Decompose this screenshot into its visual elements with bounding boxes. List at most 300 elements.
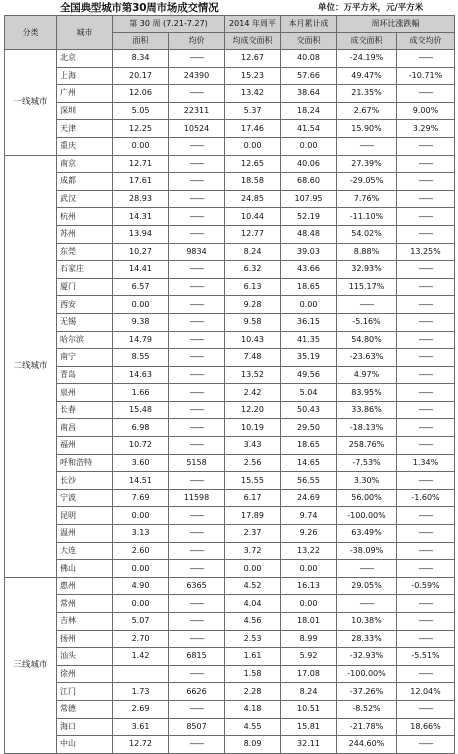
header-avg-2014-bottom: 均成交面积 [225,33,281,50]
table-row [5,683,455,701]
avg-price-cell: —— [169,50,225,68]
area-cell: 5.05 [113,102,169,120]
change-price-cell: —— [397,736,455,754]
avg-2014-cell: 12.67 [225,50,281,68]
city-cell: 南昌 [57,419,113,437]
city-cell: 吉林 [57,613,113,631]
city-cell: 广州 [57,85,113,103]
area-cell: 4.90 [113,577,169,595]
month-total-cell: 107.95 [281,190,337,208]
change-price-cell: 9.00% [397,102,455,120]
change-price-cell: —— [397,137,455,155]
month-total-cell: 18.65 [281,437,337,455]
change-area-cell: -37.26% [337,683,397,701]
avg-2014-cell: 0.00 [225,560,281,578]
avg-price-cell: —— [169,261,225,279]
avg-price-cell: 9834 [169,243,225,261]
area-cell: 12.06 [113,85,169,103]
month-total-cell: 10.51 [281,700,337,718]
avg-2014-cell: 7.48 [225,349,281,367]
avg-2014-cell: 6.32 [225,261,281,279]
change-area-cell: -29.05% [337,173,397,191]
area-cell: 10.27 [113,243,169,261]
city-cell: 泉州 [57,384,113,402]
change-area-cell: -8.52% [337,700,397,718]
area-cell: 0.00 [113,137,169,155]
change-area-cell: 10.38% [337,613,397,631]
change-price-cell: —— [397,331,455,349]
avg-2014-cell: 15.55 [225,472,281,490]
change-price-cell: —— [397,225,455,243]
city-transactions-table [4,15,455,754]
table-row [5,173,455,191]
city-cell: 上海 [57,67,113,85]
change-area-cell: 54.80% [337,331,397,349]
change-price-cell: —— [397,313,455,331]
change-area-cell: —— [337,137,397,155]
table-row [5,525,455,543]
area-cell: 9.38 [113,313,169,331]
area-cell: 1.73 [113,683,169,701]
city-cell: 重庆 [57,137,113,155]
city-cell: 中山 [57,736,113,754]
avg-2014-cell: 4.18 [225,700,281,718]
avg-price-cell: —— [169,137,225,155]
table-row [5,630,455,648]
avg-2014-cell: 2.42 [225,384,281,402]
city-cell: 南宁 [57,349,113,367]
city-cell: 海口 [57,718,113,736]
table-row [5,137,455,155]
change-area-cell: —— [337,595,397,613]
month-total-cell: 36.15 [281,313,337,331]
table-row [5,384,455,402]
table-row [5,296,455,314]
city-cell: 哈尔滨 [57,331,113,349]
area-cell: 3.60 [113,454,169,472]
table-row [5,102,455,120]
avg-price-cell: 10524 [169,120,225,138]
change-price-cell: —— [397,665,455,683]
header-change-price: 成交均价 [397,33,455,50]
city-cell: 长沙 [57,472,113,490]
avg-2014-cell: 0.00 [225,137,281,155]
area-cell: 0.00 [113,595,169,613]
city-cell: 长春 [57,401,113,419]
change-area-cell: 32.93% [337,261,397,279]
area-cell: 0.00 [113,296,169,314]
change-price-cell: —— [397,190,455,208]
area-cell: 12.72 [113,736,169,754]
month-total-cell: 16.13 [281,577,337,595]
avg-2014-cell: 18.58 [225,173,281,191]
header-week-group: 第 30 周 (7.21-7.27) [113,16,225,33]
table-row [5,577,455,595]
change-price-cell: —— [397,437,455,455]
avg-price-cell: —— [169,700,225,718]
change-price-cell: —— [397,613,455,631]
header-area: 面积 [113,33,169,50]
change-price-cell: -5.51% [397,648,455,666]
area-cell: 1.42 [113,648,169,666]
header-avg-price: 均价 [169,33,225,50]
title-row [0,0,458,14]
table-row [5,472,455,490]
city-cell: 温州 [57,525,113,543]
month-total-cell: 57.66 [281,67,337,85]
area-cell: 28.93 [113,190,169,208]
avg-price-cell: —— [169,173,225,191]
city-cell: 佛山 [57,560,113,578]
change-area-cell: -18.13% [337,419,397,437]
avg-2014-cell: 1.61 [225,648,281,666]
area-cell: 2.60 [113,542,169,560]
avg-2014-cell: 12.65 [225,155,281,173]
avg-2014-cell: 8.09 [225,736,281,754]
header-change-area: 成交面积 [337,33,397,50]
table-row [5,718,455,736]
avg-price-cell: 11598 [169,489,225,507]
table-row [5,419,455,437]
change-price-cell: —— [397,296,455,314]
avg-price-cell: 22311 [169,102,225,120]
change-price-cell: —— [397,261,455,279]
change-area-cell: 3.30% [337,472,397,490]
city-cell: 汕头 [57,648,113,666]
change-price-cell: —— [397,401,455,419]
area-cell: 8.55 [113,349,169,367]
change-price-cell: —— [397,349,455,367]
avg-price-cell: —— [169,419,225,437]
avg-price-cell: —— [169,384,225,402]
change-area-cell: 33.86% [337,401,397,419]
area-cell: 14.41 [113,261,169,279]
table-row [5,542,455,560]
area-cell: 2.70 [113,630,169,648]
change-area-cell: -5.16% [337,313,397,331]
month-total-cell: 68.60 [281,173,337,191]
avg-2014-cell: 4.04 [225,595,281,613]
area-cell: 14.63 [113,366,169,384]
change-area-cell: -21.78% [337,718,397,736]
avg-2014-cell: 12.20 [225,401,281,419]
change-area-cell: —— [337,560,397,578]
month-total-cell: 14.65 [281,454,337,472]
change-area-cell: -100.00% [337,665,397,683]
avg-2014-cell: 13.52 [225,366,281,384]
unit-note: 单位：万平方米，元/平方米 [318,3,424,13]
table-row [5,489,455,507]
change-price-cell: —— [397,525,455,543]
avg-price-cell: —— [169,665,225,683]
city-cell: 东莞 [57,243,113,261]
city-cell: 深圳 [57,102,113,120]
area-cell: 12.25 [113,120,169,138]
avg-2014-cell: 17.89 [225,507,281,525]
avg-price-cell: —— [169,437,225,455]
area-cell: 8.34 [113,50,169,68]
month-total-cell: 8.24 [281,683,337,701]
avg-price-cell: 8507 [169,718,225,736]
avg-2014-cell: 9.58 [225,313,281,331]
area-cell: 15.48 [113,401,169,419]
table-row [5,243,455,261]
change-area-cell: 4.97% [337,366,397,384]
avg-price-cell: —— [169,331,225,349]
table-row [5,700,455,718]
avg-price-cell: —— [169,190,225,208]
month-total-cell: 49.56 [281,366,337,384]
category-cell: 三线城市 [5,577,57,753]
city-cell: 南京 [57,155,113,173]
month-total-cell: 24.69 [281,489,337,507]
change-price-cell: —— [397,507,455,525]
change-price-cell: —— [397,630,455,648]
table-row [5,366,455,384]
change-price-cell: 13.25% [397,243,455,261]
city-cell: 石家庄 [57,261,113,279]
change-area-cell: 8.88% [337,243,397,261]
table-row [5,665,455,683]
area-cell: 7.69 [113,489,169,507]
change-price-cell: -1.60% [397,489,455,507]
city-cell: 武汉 [57,190,113,208]
city-cell: 徐州 [57,665,113,683]
change-area-cell: 115.17% [337,278,397,296]
area-cell: 17.61 [113,173,169,191]
avg-2014-cell: 1.58 [225,665,281,683]
avg-price-cell: —— [169,296,225,314]
change-price-cell: —— [397,173,455,191]
change-price-cell: 18.66% [397,718,455,736]
header-avg-2014-top: 2014 年周平 [225,16,281,33]
avg-price-cell: 6626 [169,683,225,701]
month-total-cell: 35.19 [281,349,337,367]
change-price-cell: —— [397,208,455,226]
city-cell: 呼和浩特 [57,454,113,472]
area-cell: 20.17 [113,67,169,85]
city-cell: 天津 [57,120,113,138]
month-total-cell: 5.04 [281,384,337,402]
avg-price-cell: —— [169,507,225,525]
area-cell: 3.61 [113,718,169,736]
avg-2014-cell: 13.42 [225,85,281,103]
avg-price-cell: —— [169,736,225,754]
table-row [5,349,455,367]
avg-price-cell: 6365 [169,577,225,595]
change-area-cell: -32.93% [337,648,397,666]
change-price-cell: —— [397,155,455,173]
change-price-cell: —— [397,366,455,384]
table-row [5,560,455,578]
change-price-cell: —— [397,595,455,613]
avg-2014-cell: 6.13 [225,278,281,296]
table-row [5,208,455,226]
table-row [5,278,455,296]
avg-2014-cell: 12.77 [225,225,281,243]
change-area-cell: 54.02% [337,225,397,243]
area-cell: 3.13 [113,525,169,543]
month-total-cell: 0.00 [281,137,337,155]
city-cell: 厦门 [57,278,113,296]
month-total-cell: 17.08 [281,665,337,683]
month-total-cell: 52.19 [281,208,337,226]
change-price-cell: 12.04% [397,683,455,701]
avg-price-cell: —— [169,349,225,367]
table-row [5,155,455,173]
change-area-cell: -38.09% [337,542,397,560]
city-cell: 昆明 [57,507,113,525]
avg-price-cell: —— [169,366,225,384]
city-cell: 苏州 [57,225,113,243]
avg-2014-cell: 10.44 [225,208,281,226]
header-city: 城市 [57,16,113,50]
avg-2014-cell: 15.23 [225,67,281,85]
city-cell: 无锡 [57,313,113,331]
city-cell: 常德 [57,700,113,718]
city-cell: 常州 [57,595,113,613]
table-row [5,613,455,631]
month-total-cell: 18.24 [281,102,337,120]
avg-price-cell: —— [169,613,225,631]
change-price-cell: —— [397,700,455,718]
month-total-cell: 18.65 [281,278,337,296]
change-price-cell: —— [397,384,455,402]
change-price-cell: -10.71% [397,67,455,85]
area-cell: 6.98 [113,419,169,437]
change-area-cell: 27.39% [337,155,397,173]
avg-price-cell: —— [169,472,225,490]
area-cell: 12.71 [113,155,169,173]
area-cell: 14.31 [113,208,169,226]
table-row [5,507,455,525]
change-price-cell: —— [397,560,455,578]
month-total-cell: 9.26 [281,525,337,543]
area-cell: 2.69 [113,700,169,718]
change-area-cell: 244.60% [337,736,397,754]
area-cell: 14.79 [113,331,169,349]
avg-price-cell: —— [169,542,225,560]
header-month-bottom: 交面积 [281,33,337,50]
change-area-cell: 258.76% [337,437,397,455]
month-total-cell: 18.01 [281,613,337,631]
month-total-cell: 41.54 [281,120,337,138]
header-category: 分类 [5,16,57,50]
change-area-cell: -24.19% [337,50,397,68]
avg-price-cell: —— [169,278,225,296]
change-price-cell: -0.59% [397,577,455,595]
month-total-cell: 48.48 [281,225,337,243]
change-area-cell: -100.00% [337,507,397,525]
city-cell: 西安 [57,296,113,314]
avg-price-cell: —— [169,208,225,226]
table-row [5,50,455,68]
area-cell: 14.51 [113,472,169,490]
table-row [5,437,455,455]
city-cell: 青岛 [57,366,113,384]
month-total-cell: 15.81 [281,718,337,736]
table-row [5,225,455,243]
month-total-cell: 39.03 [281,243,337,261]
change-price-cell: —— [397,50,455,68]
month-total-cell: 0.00 [281,296,337,314]
avg-price-cell: —— [169,525,225,543]
table-row [5,736,455,754]
change-area-cell: —— [337,296,397,314]
change-area-cell: -23.63% [337,349,397,367]
table-row [5,595,455,613]
change-price-cell: 1.34% [397,454,455,472]
avg-2014-cell: 3.72 [225,542,281,560]
change-area-cell: 29.05% [337,577,397,595]
table-row [5,331,455,349]
table-row [5,190,455,208]
avg-2014-cell: 17.46 [225,120,281,138]
change-area-cell: 63.49% [337,525,397,543]
month-total-cell: 29.50 [281,419,337,437]
avg-2014-cell: 2.56 [225,454,281,472]
change-price-cell: —— [397,542,455,560]
change-area-cell: 15.90% [337,120,397,138]
avg-2014-cell: 24.85 [225,190,281,208]
table-body [5,50,455,754]
city-cell: 成都 [57,173,113,191]
table-header [5,16,455,50]
area-cell: 0.00 [113,507,169,525]
city-cell: 北京 [57,50,113,68]
table-row [5,85,455,103]
avg-price-cell: —— [169,401,225,419]
change-area-cell: -11.10% [337,208,397,226]
change-area-cell: 28.33% [337,630,397,648]
header-month-top: 本月累计成 [281,16,337,33]
category-cell: 二线城市 [5,155,57,577]
avg-2014-cell: 3.43 [225,437,281,455]
avg-price-cell: —— [169,560,225,578]
change-area-cell: -7.53% [337,454,397,472]
month-total-cell: 40.08 [281,50,337,68]
avg-price-cell: —— [169,313,225,331]
table-row [5,67,455,85]
table-row [5,313,455,331]
area-cell: 5.07 [113,613,169,631]
month-total-cell: 38.64 [281,85,337,103]
area-cell: 10.72 [113,437,169,455]
month-total-cell: 8.99 [281,630,337,648]
month-total-cell: 41.35 [281,331,337,349]
change-area-cell: 56.00% [337,489,397,507]
city-cell: 惠州 [57,577,113,595]
area-cell: 6.57 [113,278,169,296]
avg-2014-cell: 4.52 [225,577,281,595]
month-total-cell: 0.00 [281,595,337,613]
avg-2014-cell: 5.37 [225,102,281,120]
area-cell [113,665,169,683]
month-total-cell: 5.92 [281,648,337,666]
table-row [5,648,455,666]
avg-2014-cell: 10.43 [225,331,281,349]
table-row [5,261,455,279]
avg-price-cell: —— [169,595,225,613]
avg-price-cell: —— [169,225,225,243]
change-area-cell: 83.95% [337,384,397,402]
table-row [5,401,455,419]
avg-2014-cell: 2.53 [225,630,281,648]
avg-price-cell: —— [169,155,225,173]
change-price-cell: —— [397,85,455,103]
city-cell: 大连 [57,542,113,560]
area-cell: 0.00 [113,560,169,578]
